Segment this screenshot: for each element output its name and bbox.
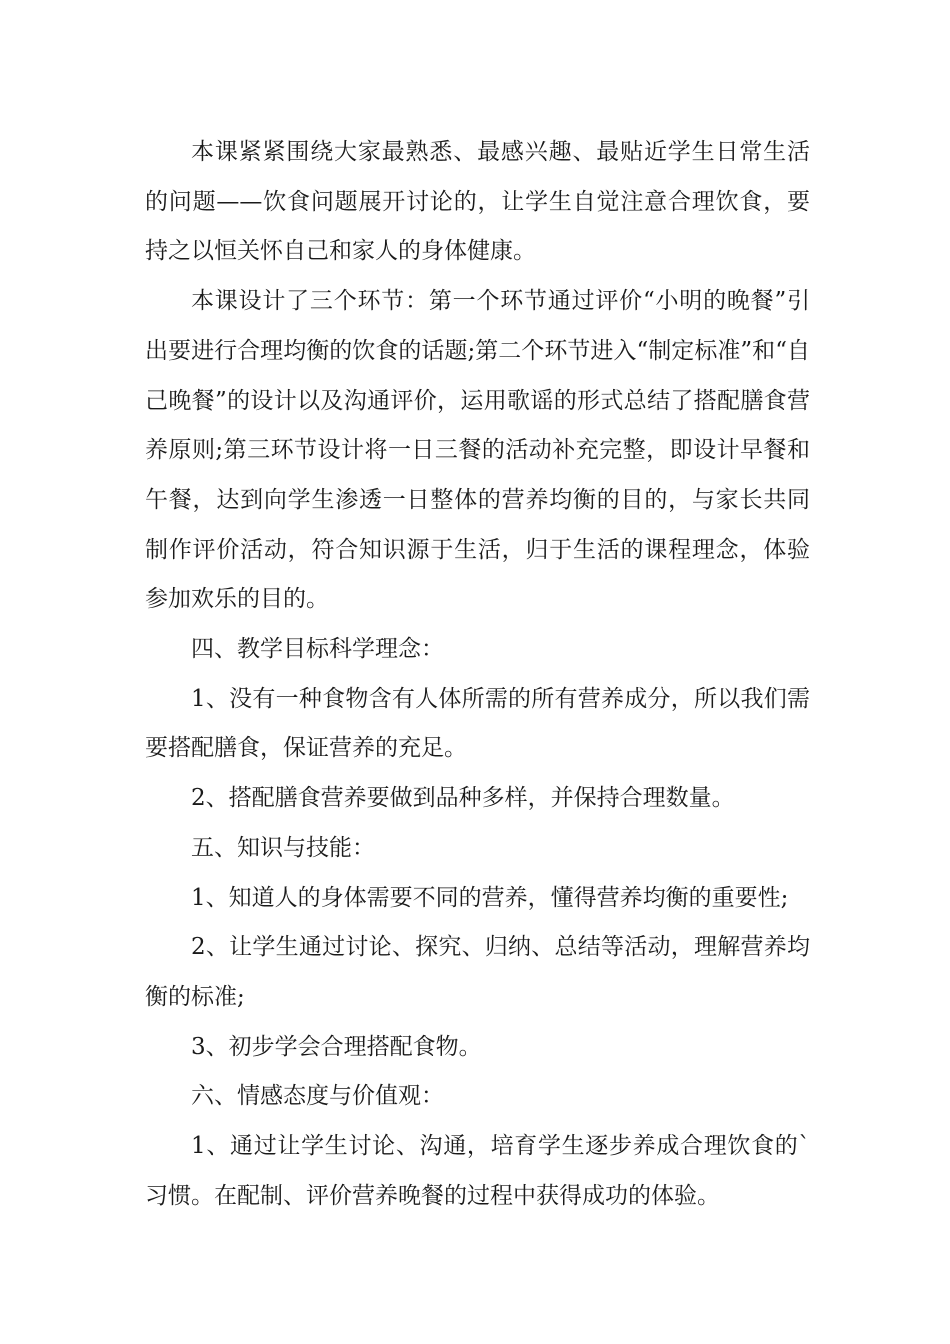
document-body — [145, 128, 810, 1221]
list-item: 3、初步学会合理搭配食物。 — [191, 1033, 482, 1060]
heading-section-4: 四、教学目标科学理念： — [191, 636, 444, 663]
heading-section-5: 五、知识与技能： — [191, 834, 375, 861]
list-item: 2、搭配膳食营养要做到品种多样，并保持合理数量。 — [191, 785, 735, 812]
list-item: 1、通过让学生讨论、沟通，培育学生逐步养成合理饮食的`习惯。在配制、评价营养晚餐的过程中获得成功的体验。 — [145, 1133, 810, 1209]
list-item: 1、没有一种食物含有人体所需的所有营养成分，所以我们需要搭配膳食，保证营养的充足。 — [145, 685, 810, 762]
list-item: 1、知道人的身体需要不同的营养，懂得营养均衡的重要性; — [191, 884, 789, 911]
paragraph-intro: 本课紧紧围绕大家最熟悉、最感兴趣、最贴近学生日常生活的问题——饮食问题展开讨论的，让学生自觉注意合理饮食，要持之以恒关怀自己和家人的身体健康。 — [145, 139, 810, 265]
heading-section-6: 六、情感态度与价值观： — [191, 1083, 444, 1110]
paragraph-design: 本课设计了三个环节：第一个环节通过评价“小明的晚餐”引出要进行合理均衡的饮食的话题;第二个环节进入“制定标准”和“自己晚餐”的设计以及沟通评价，运用歌谣的形式总结了搭配膳食营养原则;第三环节设计将一日三餐的活动补充完整，即设计早餐和午餐，达到向学生渗透一日整体的营养均衡的目的，与家长共同制作评价活动，符合知识源于生活，归于生活的课程理念，体验参加欢乐的目的。 — [145, 288, 810, 613]
list-item: 2、让学生通过讨论、探究、归纳、总结等活动，理解营养均衡的标准; — [145, 934, 810, 1010]
